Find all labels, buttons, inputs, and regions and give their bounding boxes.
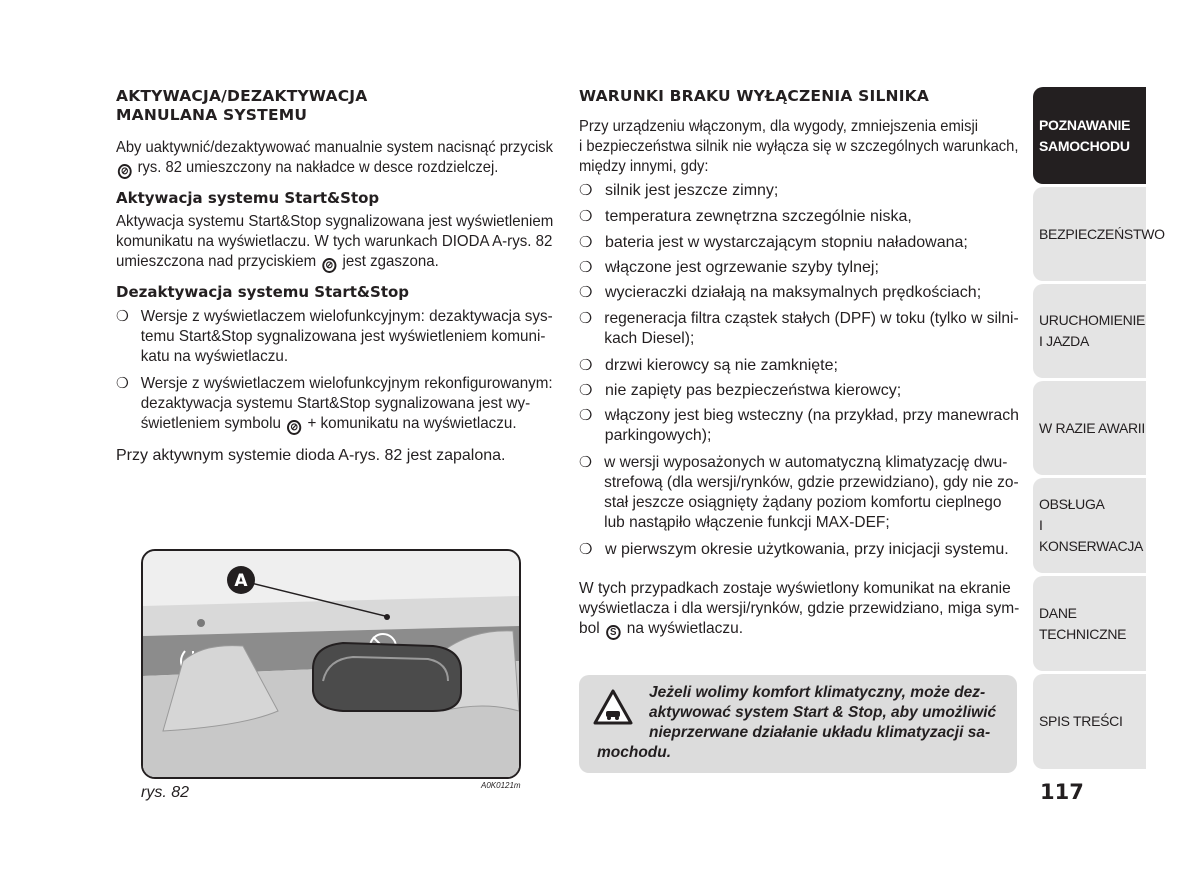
chapter-tab[interactable]: [1033, 284, 1146, 378]
condition-item: [579, 181, 1019, 201]
text-line: kach Diesel);: [604, 330, 695, 347]
tab-label-line: W RAZIE AWARII: [1039, 419, 1145, 436]
chapter-tab[interactable]: [1033, 478, 1146, 573]
bullet-icon: ❍: [116, 308, 129, 325]
chapter-tab[interactable]: [1033, 187, 1165, 281]
text-span: świetleniem symbolu: [140, 415, 281, 432]
text-line: nie zapięty pas bezpieczeństwa kierowcy;: [605, 382, 902, 399]
text-line: [116, 252, 553, 273]
warning-text: [597, 683, 1003, 763]
start-stop-off-icon: ⊘: [322, 258, 336, 273]
chapter-tab[interactable]: [1033, 381, 1146, 475]
text-line: [116, 158, 553, 179]
condition-item: [579, 356, 1019, 376]
chapter-tab-label: [1039, 224, 1165, 245]
text-span: na wyświetlaczu.: [626, 620, 744, 637]
bullet-icon: ❍: [579, 208, 593, 225]
dashboard-button-figure: [141, 549, 521, 779]
tab-label-line: OBSŁUGA: [1039, 496, 1105, 512]
deactivation-item-1: [116, 307, 553, 367]
condition-item: [579, 540, 1019, 560]
list-item-text: [141, 374, 553, 435]
chapter-tab-label: [1039, 494, 1146, 557]
start-stop-button: [313, 643, 461, 711]
start-stop-off-icon: ⊘: [118, 164, 132, 179]
intro-paragraph: [116, 138, 553, 179]
diode-a: [384, 614, 390, 620]
bullet-icon: ❍: [116, 375, 129, 392]
list-item-text: [604, 453, 1019, 533]
tab-label-line: BEZPIECZEŃSTWO: [1039, 225, 1165, 242]
chapter-tab-label: [1039, 418, 1145, 439]
text-line: między innymi, gdy:: [579, 158, 709, 175]
chapter-tab-label: [1039, 115, 1130, 157]
bullet-icon: ❍: [579, 259, 593, 276]
text-line: dezaktywacja systemu Start&Stop sygnalizowana jest wy-: [140, 395, 531, 412]
text-line: w pierwszym okresie użytkowania, przy inicjacji systemu.: [605, 541, 1009, 558]
condition-item: [579, 453, 1019, 533]
list-item-text: [605, 233, 1019, 253]
condition-item: [579, 406, 1019, 446]
text-span: jest zgaszona.: [342, 253, 439, 270]
chapter-tab-label: [1039, 310, 1145, 352]
chapter-tab-label: [1039, 603, 1126, 645]
text-line: regeneracja filtra cząstek stałych (DPF) w toku (tylko w silni-: [604, 310, 1019, 327]
text-line: wyświetlacza i dla wersji/rynków, gdzie przewidziano, miga sym-: [579, 600, 1020, 617]
bullet-icon: ❍: [579, 182, 593, 199]
page-number: 117: [1040, 780, 1084, 804]
bullet-icon: ❍: [579, 382, 593, 399]
start-stop-off-icon: ⊘: [287, 420, 301, 435]
text-line: lub nastąpiło włączenie funkcji MAX-DEF;: [604, 514, 890, 531]
bullet-icon: ❍: [579, 407, 593, 424]
deactivation-title: Dezaktywacja systemu Start&Stop: [116, 283, 410, 301]
chapter-tab-label: [1039, 711, 1123, 732]
text-line: Wersje z wyświetlaczem wielofunkcyjnym rekonfigurowanym:: [140, 375, 553, 392]
text-line: komunikatu na wyświetlaczu. W tych warunkach DIODA A-rys. 82: [116, 233, 553, 250]
tab-label-line: DANE: [1039, 604, 1077, 621]
heading-line: AKTYWACJA/DEZAKTYWACJA: [116, 87, 368, 105]
text-line: drzwi kierowcy są nie zamknięte;: [605, 357, 838, 374]
tab-label-line: I KONSERWACJA: [1039, 517, 1144, 554]
text-line: [579, 619, 1019, 640]
text-line: temperatura zewnętrzna szczególnie niska,: [605, 208, 912, 225]
list-item-text: [605, 207, 1019, 227]
text-line: nieprzerwane działanie układu klimatyzacji sa-: [649, 724, 991, 741]
text-line: mochodu.: [597, 744, 672, 761]
text-line: stał jeszcze osiągnięty żądany poziom komfortu cieplnego: [604, 494, 1002, 511]
led-indicator: [197, 619, 205, 627]
warning-note: [579, 675, 1017, 773]
text-line: strefową (dla wersji/rynków, gdzie przewidziano), gdy nie zo-: [604, 474, 1019, 491]
condition-item: [579, 381, 1019, 401]
section-heading-conditions: WARUNKI BRAKU WYŁĄCZENIA SILNIKA: [579, 87, 930, 105]
text-line: włączony jest bieg wsteczny (na przykład, przy manewrach: [604, 407, 1019, 424]
list-item-text: [605, 283, 1019, 303]
text-line: Jeżeli wolimy komfort klimatyczny, może dez-: [649, 684, 986, 701]
text-line: katu na wyświetlaczu.: [140, 348, 289, 365]
tab-label-line: SAMOCHODU: [1039, 137, 1130, 154]
list-item-text: [604, 309, 1018, 349]
figure-code: A0K0121m: [481, 781, 521, 790]
list-item-text: [605, 258, 1019, 278]
condition-item: [579, 258, 1019, 278]
condition-item: [579, 309, 1019, 349]
text-line: Przy urządzeniu włączonym, dla wygody, zmniejszenia emisji: [579, 118, 979, 135]
start-stop-s-icon: S: [606, 625, 621, 640]
closing-paragraph: Przy aktywnym systemie dioda A-rys. 82 jest zapalona.: [116, 447, 506, 464]
bullet-icon: ❍: [579, 541, 593, 558]
text-span: rys. 82 umieszczony na nakładce w desce rozdzielczej.: [137, 159, 499, 176]
text-line: aktywować system Start & Stop, aby umożliwić: [649, 704, 997, 721]
text-line: silnik jest jeszcze zimny;: [605, 182, 779, 199]
tab-label-line: TECHNICZNE: [1039, 625, 1127, 642]
bullet-icon: ❍: [579, 310, 593, 327]
deactivation-item-2: [116, 374, 553, 434]
chapter-tab[interactable]: [1033, 87, 1146, 184]
text-line: temu Start&Stop sygnalizowana jest wyświetleniem komuni-: [140, 328, 546, 345]
bullet-icon: ❍: [579, 284, 593, 301]
section-heading-manual: [116, 87, 367, 125]
bullet-icon: ❍: [579, 234, 593, 251]
bullet-icon: ❍: [579, 357, 593, 374]
tab-label-line: URUCHOMIENIE: [1039, 312, 1146, 328]
conditions-intro: [579, 117, 1019, 177]
tab-label-line: POZNAWANIE: [1039, 116, 1131, 133]
text-line: parkingowych);: [604, 427, 712, 444]
chapter-tabs: [1033, 87, 1165, 769]
text-line: Wersje z wyświetlaczem wielofunkcyjnym: dezaktywacja sys-: [140, 308, 553, 325]
activation-paragraph: [116, 212, 553, 273]
text-span: + komunikatu na wyświetlaczu.: [307, 415, 517, 432]
text-line: W tych przypadkach zostaje wyświetlony komunikat na ekranie: [579, 580, 1011, 597]
text-line: Aby uaktywnić/dezaktywować manualnie system nacisnąć przycisk: [116, 139, 553, 156]
outro-paragraph: [579, 579, 1019, 640]
activation-title: Aktywacja systemu Start&Stop: [116, 189, 380, 207]
condition-item: [579, 233, 1019, 253]
list-item-text: [605, 406, 1019, 446]
text-line: i bezpieczeństwa silnik nie wyłącza się w szczególnych warunkach,: [579, 138, 1019, 155]
chapter-tab[interactable]: [1033, 674, 1146, 769]
list-item-text: [605, 540, 1019, 560]
heading-line: MANULANA SYSTEMU: [116, 106, 308, 124]
bullet-icon: ❍: [579, 454, 593, 471]
list-item-text: [141, 307, 553, 367]
list-item-text: [605, 356, 1019, 376]
text-span: bol: [579, 620, 600, 637]
text-span: umieszczona nad przyciskiem: [116, 253, 317, 270]
text-line: [141, 414, 553, 435]
text-line: bateria jest w wystarczającym stopniu naładowana;: [605, 234, 968, 251]
tab-label-line: SPIS TREŚCI: [1039, 713, 1123, 729]
figure-caption: rys. 82: [141, 784, 190, 801]
list-item-text: [605, 181, 1019, 201]
chapter-tab[interactable]: [1033, 576, 1146, 671]
condition-item: [579, 283, 1019, 303]
text-line: włączone jest ogrzewanie szyby tylnej;: [605, 259, 879, 276]
text-line: Aktywacja systemu Start&Stop sygnalizowana jest wyświetleniem: [116, 213, 554, 230]
list-item-text: [605, 381, 1019, 401]
text-line: wycieraczki działają na maksymalnych prędkościach;: [605, 284, 982, 301]
text-line: w wersji wyposażonych w automatyczną klimatyzację dwu-: [604, 454, 1008, 471]
condition-item: [579, 207, 1019, 227]
figure-illustration: [143, 551, 519, 777]
callout-a-label: A: [234, 571, 248, 591]
tab-label-line: I JAZDA: [1039, 333, 1090, 349]
